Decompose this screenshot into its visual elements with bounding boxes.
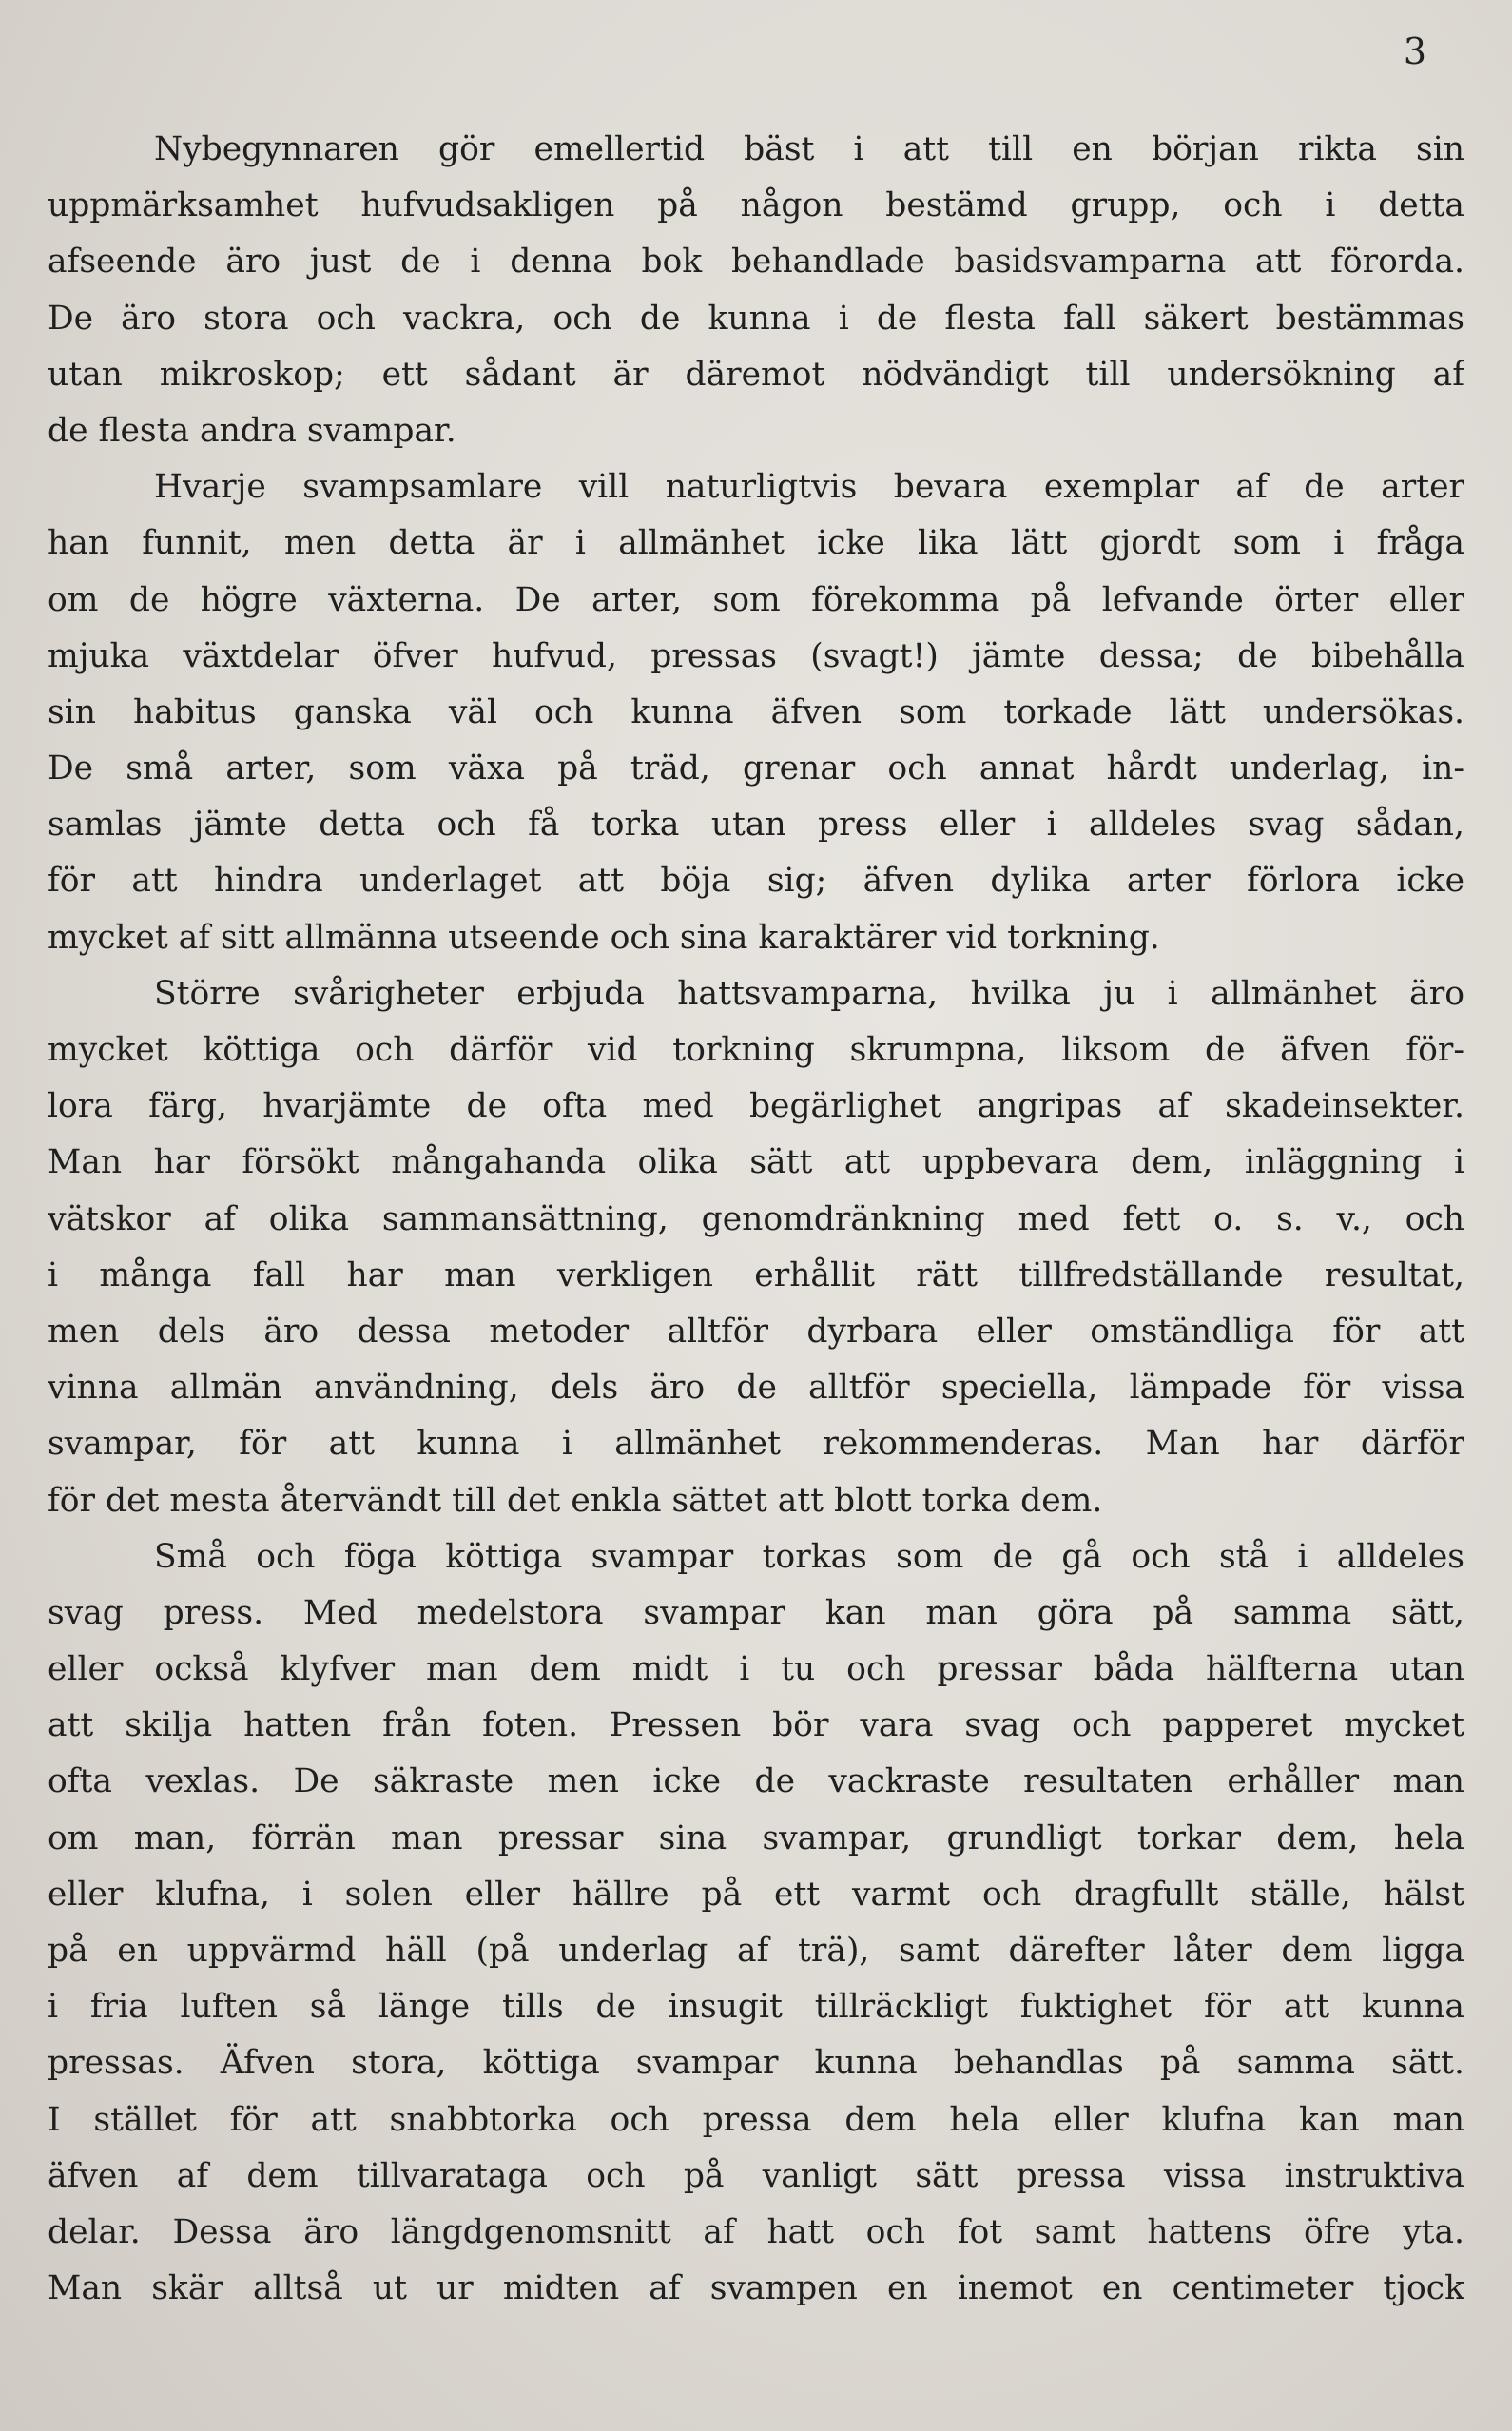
text-line: i fria luften så länge tills de insugit tillräckligt fuktighet för att kunna xyxy=(48,1988,1464,2027)
text-line: delar. Dessa äro längdgenomsnitt af hatt och fot samt hattens öfre yta. xyxy=(48,2212,1464,2251)
page-number: 3 xyxy=(1403,30,1426,72)
text-line: svag press. Med medelstora svampar kan man göra på samma sätt, xyxy=(48,1593,1464,1632)
text-line: afseende äro just de i denna bok behandlade basidsvamparna att förorda. xyxy=(48,243,1464,282)
text-line: De äro stora och vackra, och de kunna i de flesta fall säkert bestämmas xyxy=(48,299,1464,338)
text-line: Hvarje svampsamlare vill naturligtvis bevara exemplar af de arter xyxy=(154,468,1464,507)
text-line: för att hindra underlaget att böja sig; äfven dylika arter förlora icke xyxy=(48,862,1464,901)
text-line: svampar, för att kunna i allmänhet rekommenderas. Man har därför xyxy=(48,1425,1464,1464)
text-line: mycket af sitt allmänna utseende och sina karaktärer vid torkning. xyxy=(48,918,1160,957)
text-line: om man, förrän man pressar sina svampar, grundligt torkar dem, hela xyxy=(48,1818,1464,1857)
text-line: ofta vexlas. De säkraste men icke de vackraste resultaten erhåller man xyxy=(48,1762,1464,1801)
text-line: samlas jämte detta och få torka utan press eller i alldeles svag sådan, xyxy=(48,806,1464,845)
text-line: Små och föga köttiga svampar torkas som de gå och stå i alldeles xyxy=(154,1537,1464,1576)
text-line: mjuka växtdelar öfver hufvud, pressas (svagt!) jämte dessa; de bibehålla xyxy=(48,636,1464,675)
text-line: om de högre växterna. De arter, som förekomma på lefvande örter eller xyxy=(48,580,1464,619)
text-line: äfven af dem tillvaratagа och på vanligt sätt pressa vissa instruktiva xyxy=(48,2156,1464,2195)
text-line: Man har försökt mångahanda olika sätt att uppbevara dem, inläggning i xyxy=(48,1143,1464,1182)
text-line: mycket köttiga och därför vid torkning skrumpna, liksom de äfven för- xyxy=(48,1031,1464,1069)
text-line: för det mesta återvändt till det enkla sättet att blott torka dem. xyxy=(48,1481,1103,1520)
text-line: men dels äro dessa metoder alltför dyrbara eller omständliga för att xyxy=(48,1312,1464,1351)
text-line: utan mikroskop; ett sådant är däremot nödvändigt till undersökning af xyxy=(48,355,1464,394)
text-line: uppmärksamhet hufvudsakligen på någon bestämd grupp, och i detta xyxy=(48,186,1464,225)
text-line: pressas. Äfven stora, köttiga svampar kunna behandlas på samma sätt. xyxy=(48,2044,1464,2083)
text-line: lora färg, hvarjämte de ofta med begärlighet angripas af skadeinsekter. xyxy=(48,1087,1464,1126)
text-line: eller också klyfver man dem midt i tu och pressar båda hälfterna utan xyxy=(48,1650,1464,1689)
text-line: Större svårigheter erbjuda hattsvamparna, hvilka ju i allmänhet äro xyxy=(154,974,1464,1013)
text-line: på en uppvärmd häll (på underlag af trä), samt därefter låter dem ligga xyxy=(48,1932,1464,1970)
text-line: Nybegynnaren gör emellertid bäst i att till en början rikta sin xyxy=(154,130,1464,168)
text-line: de flesta andra svampar. xyxy=(48,411,456,450)
body-text xyxy=(48,122,1464,2317)
text-line: i många fall har man verkligen erhållit rätt tillfredställande resultat, xyxy=(48,1255,1464,1294)
text-line: han funnit, men detta är i allmänhet icke lika lätt gjordt som i fråga xyxy=(48,524,1464,563)
text-line: I stället för att snabbtorka och pressa dem hela eller klufna kan man xyxy=(48,2100,1464,2139)
text-line: vinna allmän användning, dels äro de alltför speciella, lämpade för vissa xyxy=(48,1369,1464,1408)
text-line: eller klufna, i solen eller hällre på ett varmt och dragfullt ställe, hälst xyxy=(48,1875,1464,1914)
text-line: De små arter, som växa på träd, grenar och annat hårdt underlag, in- xyxy=(48,749,1464,788)
text-line: vätskor af olika sammansättning, genomdränkning med fett o. s. v., och xyxy=(48,1199,1464,1238)
text-line: sin habitus ganska väl och kunna äfven som torkade lätt undersökas. xyxy=(48,692,1464,731)
text-line: Man skär alltså ut ur midten af svampen en inemot en centimeter tjock xyxy=(48,2269,1464,2308)
text-line: att skilja hatten från foten. Pressen bör vara svag och papperet mycket xyxy=(48,1706,1464,1745)
